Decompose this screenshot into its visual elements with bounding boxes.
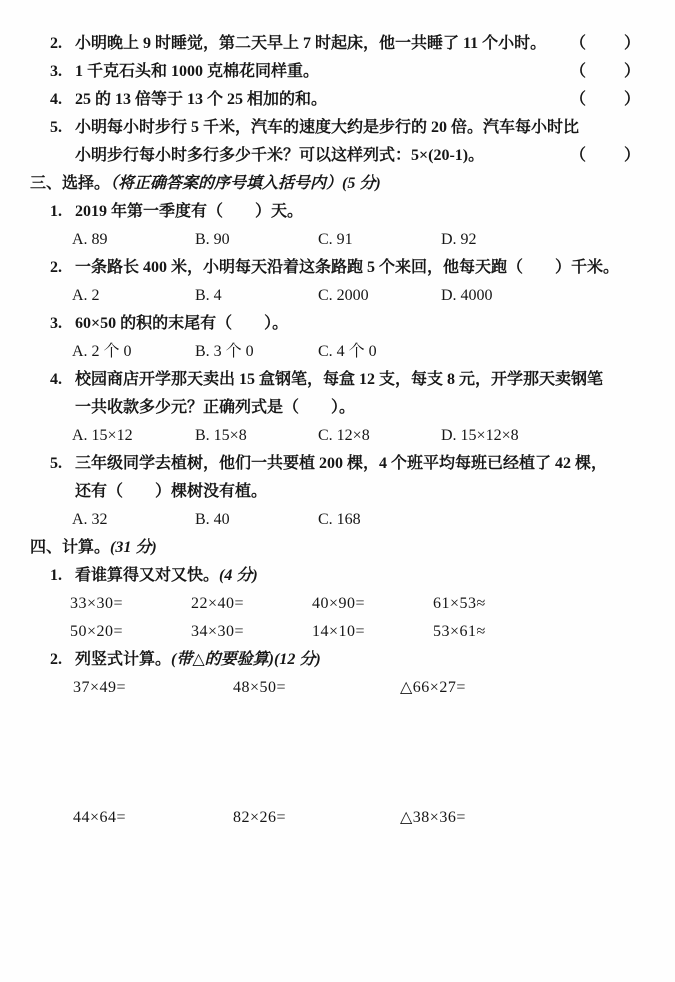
section-instruction: （将正确答案的序号填入括号内） <box>110 175 343 192</box>
oral-calc-title: 看谁算得又对又快。 <box>75 567 220 584</box>
choice-item-1 <box>30 198 642 226</box>
item-text: 1 千克石头和 1000 克棉花同样重。 <box>75 63 320 80</box>
choice-stem: 校园商店开学那天卖出 15 盒钢笔，每盒 12 支，每支 8 元，开学那天卖钢笔 <box>75 371 604 388</box>
item-text: 小明每小时步行 5 千米，汽车的速度大约是步行的 20 倍。汽车每小时比 <box>75 119 580 136</box>
choice-option-b: B. 90 <box>195 231 230 248</box>
choice-option-d: D. 92 <box>441 231 477 248</box>
calc-expression: 22×40= <box>191 595 245 612</box>
oral-calc-score: (4 分) <box>219 567 258 584</box>
choice-stem: 60×50 的积的末尾有（ ）。 <box>75 315 289 332</box>
answer-bracket: （ ） <box>569 63 642 80</box>
vertical-calc-instruction: (带△的要验算) <box>171 651 274 668</box>
judge-item-4 <box>30 86 642 114</box>
choice-options <box>30 282 642 310</box>
choice-option-b: B. 40 <box>195 511 230 528</box>
judge-section <box>30 30 642 170</box>
calc-expression: △38×36= <box>400 809 466 826</box>
item-number: 2. <box>50 35 62 52</box>
item-number: 4. <box>50 91 62 108</box>
item-number: 5. <box>50 455 62 472</box>
item-number: 2. <box>50 651 62 668</box>
section-score: (5 分) <box>342 175 381 192</box>
item-number: 1. <box>50 567 62 584</box>
choice-option-c: C. 91 <box>318 231 353 248</box>
item-text: 25 的 13 倍等于 13 个 25 相加的和。 <box>75 91 328 108</box>
item-text: 小明晚上 9 时睡觉，第二天早上 7 时起床，他一共睡了 11 个小时。 <box>75 35 547 52</box>
section-title: 三、选择。 <box>30 175 111 192</box>
judge-line <box>75 30 642 58</box>
item-number: 4. <box>50 371 62 388</box>
calc-expression: 37×49= <box>73 679 127 696</box>
choice-option-a: A. 15×12 <box>72 427 133 444</box>
judge-line <box>75 142 642 170</box>
judge-item-3 <box>30 58 642 86</box>
vertical-calc-row <box>30 804 642 832</box>
section-header <box>30 170 642 198</box>
judge-item-5 <box>30 114 642 170</box>
calc-section <box>30 534 642 832</box>
answer-bracket: （ ） <box>569 91 642 108</box>
choice-item-3 <box>30 310 642 338</box>
choice-option-a: A. 89 <box>72 231 108 248</box>
choice-item-4 <box>30 366 642 422</box>
choice-options <box>30 226 642 254</box>
oral-calc-item <box>30 562 642 590</box>
calc-expression: 82×26= <box>233 809 287 826</box>
calc-expression: △66×27= <box>400 679 466 696</box>
oral-calc-row <box>30 618 642 646</box>
section-score: (31 分) <box>110 539 157 556</box>
item-number: 1. <box>50 203 62 220</box>
item-number: 3. <box>50 63 62 80</box>
calc-expression: 33×30= <box>70 595 124 612</box>
choice-option-b: B. 3 个 0 <box>195 343 254 360</box>
choice-section <box>30 170 642 534</box>
answer-bracket: （ ） <box>569 147 642 164</box>
item-number: 3. <box>50 315 62 332</box>
choice-option-a: A. 32 <box>72 511 108 528</box>
vertical-calc-row <box>30 674 642 702</box>
oral-calc-row <box>30 590 642 618</box>
choice-option-b: B. 4 <box>195 287 222 304</box>
choice-stem: 2019 年第一季度有（ ）天。 <box>75 203 304 220</box>
vertical-calc-score: (12 分) <box>273 651 321 668</box>
choice-option-c: C. 12×8 <box>318 427 370 444</box>
choice-item-2 <box>30 254 642 282</box>
calc-expression: 14×10= <box>312 623 366 640</box>
choice-option-b: B. 15×8 <box>195 427 247 444</box>
answer-bracket: （ ） <box>569 35 642 52</box>
choice-option-a: A. 2 <box>72 287 100 304</box>
vertical-calc-title: 列竖式计算。 <box>75 651 172 668</box>
calc-expression: 44×64= <box>73 809 127 826</box>
oral-calc-title-line <box>75 562 642 590</box>
judge-item-2 <box>30 30 642 58</box>
judge-line <box>75 58 642 86</box>
choice-option-d: D. 15×12×8 <box>441 427 519 444</box>
vertical-calc-item <box>30 646 642 674</box>
vertical-calc-title-line <box>75 646 642 674</box>
calc-expression: 50×20= <box>70 623 124 640</box>
item-number: 2. <box>50 259 62 276</box>
section-title: 四、计算。 <box>30 539 111 556</box>
choice-option-c: C. 168 <box>318 511 361 528</box>
calc-expression: 61×53≈ <box>433 595 486 612</box>
calc-expression: 34×30= <box>191 623 245 640</box>
calc-expression: 53×61≈ <box>433 623 486 640</box>
item-number: 5. <box>50 119 62 136</box>
choice-options <box>30 506 642 534</box>
judge-line <box>75 114 642 142</box>
choice-stem: 三年级同学去植树，他们一共要植 200 棵，4 个班平均每班已经植了 42 棵， <box>75 455 608 472</box>
choice-stem: 还有（ ）棵树没有植。 <box>75 483 268 500</box>
choice-item-5 <box>30 450 642 506</box>
item-text: 小明步行每小时多行多少千米？可以这样列式：5×(20-1)。 <box>75 147 485 164</box>
judge-line <box>75 86 642 114</box>
choice-option-c: C. 4 个 0 <box>318 343 377 360</box>
choice-option-c: C. 2000 <box>318 287 369 304</box>
section-header <box>30 534 642 562</box>
choice-option-d: D. 4000 <box>441 287 493 304</box>
calc-expression: 48×50= <box>233 679 287 696</box>
calc-expression: 40×90= <box>312 595 366 612</box>
choice-options <box>30 338 642 366</box>
choice-option-a: A. 2 个 0 <box>72 343 132 360</box>
choice-stem: 一条路长 400 米，小明每天沿着这条路跑 5 个来回，他每天跑（ ）千米。 <box>75 259 620 276</box>
choice-options <box>30 422 642 450</box>
choice-stem: 一共收款多少元？正确列式是（ ）。 <box>75 399 356 416</box>
